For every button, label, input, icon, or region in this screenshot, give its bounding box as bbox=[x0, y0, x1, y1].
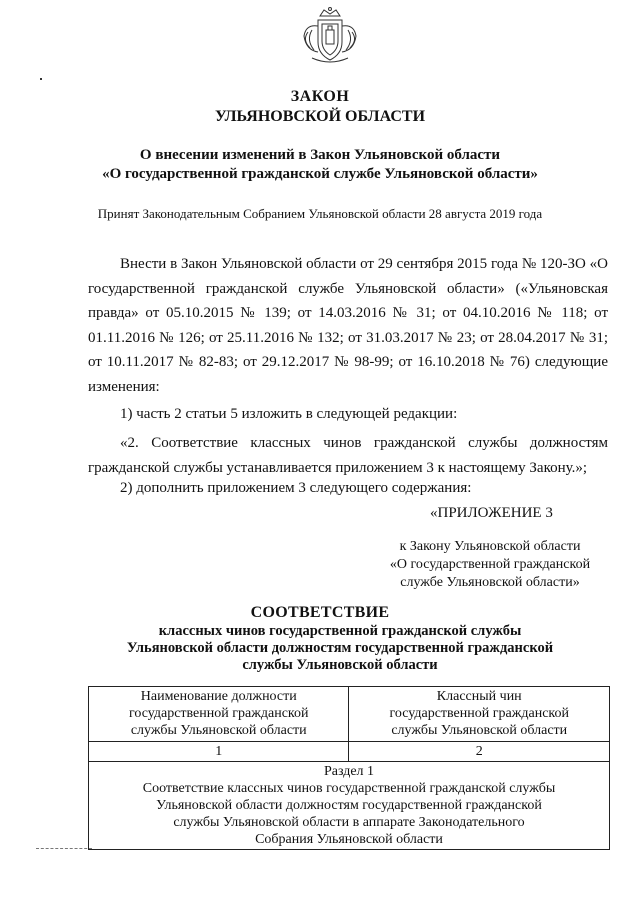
intro-paragraph: Внести в Закон Ульяновской области от 29 сентября 2015 года № 120-ЗО «О государственной гражданской службе Ульяновской области» («Ульяновская правда» от 05.10.2015 № 139; от 14.03.2016 № 31; от 04.10.2016 № 118; от 01.11.2016 № 126; от 25.11.2016 № 132; от 31.03.2017 № 23; от 28.04.2017 № 31; от 10.11.2017 № 82-83; от 29.12.2017 № 98-99; от 16.10.2018 № 76) следующие изменения: bbox=[88, 256, 608, 395]
scan-speck bbox=[40, 78, 42, 80]
section-text: Собрания Ульяновской области bbox=[255, 832, 443, 847]
appendix-desc-line: службы Ульяновской области bbox=[242, 657, 438, 673]
item-2: 2) дополнить приложением 3 следующего содержания: bbox=[120, 480, 472, 496]
header-text: Наименование должности bbox=[140, 689, 297, 704]
header-text: Классный чин bbox=[436, 689, 522, 704]
coat-of-arms-icon bbox=[298, 6, 362, 66]
law-region: УЛЬЯНОВСКОЙ ОБЛАСТИ bbox=[214, 108, 426, 125]
column-number: 2 bbox=[349, 742, 610, 762]
appendix-desc-line: Ульяновской области должностям государственной гражданской bbox=[126, 640, 554, 656]
section-cell bbox=[89, 762, 610, 850]
law-subtitle-line1: О внесении изменений в Закон Ульяновской области bbox=[139, 147, 501, 163]
table-number-row bbox=[89, 742, 610, 762]
law-subtitle-line2: «О государственной гражданской службе Ульяновской области» bbox=[102, 166, 538, 182]
header-text: службы Ульяновской области bbox=[391, 723, 568, 738]
scan-mark bbox=[36, 848, 92, 850]
section-text: службы Ульяновской области в аппарате Законодательного bbox=[173, 815, 525, 830]
section-title: Раздел 1 bbox=[323, 764, 375, 779]
item-1-text: «2. Соответствие классных чинов гражданской службы должностям гражданской службы устанавливается приложением 3 к настоящему Закону.»; bbox=[88, 435, 608, 476]
header-cell-position bbox=[89, 687, 349, 742]
header-cell-rank bbox=[349, 687, 610, 742]
section-text: Ульяновской области должностям государственной гражданской bbox=[156, 798, 542, 813]
header-text: государственной гражданской bbox=[389, 706, 570, 721]
appendix-reference bbox=[370, 538, 610, 592]
appendix-ref-line: службе Ульяновской области» bbox=[400, 575, 580, 590]
law-title: ЗАКОН bbox=[290, 88, 350, 105]
appendix-heading: «ПРИЛОЖЕНИЕ 3 bbox=[430, 505, 553, 521]
header-text: службы Ульяновской области bbox=[130, 723, 307, 738]
column-number: 1 bbox=[89, 742, 349, 762]
adoption-note: Принят Законодательным Собранием Ульяновской области 28 августа 2019 года bbox=[97, 206, 543, 221]
table-header-row bbox=[89, 687, 610, 742]
appendix-description bbox=[100, 623, 580, 674]
correspondence-table bbox=[88, 686, 610, 850]
appendix-ref-line: к Закону Ульяновской области bbox=[399, 539, 581, 554]
appendix-title: СООТВЕТСТВИЕ bbox=[250, 604, 390, 621]
section-text: Соответствие классных чинов государственной гражданской службы bbox=[142, 781, 556, 796]
appendix-ref-line: «О государственной гражданской bbox=[389, 557, 591, 572]
item-1: 1) часть 2 статьи 5 изложить в следующей редакции: bbox=[120, 406, 458, 422]
appendix-desc-line: классных чинов государственной гражданской службы bbox=[158, 623, 522, 639]
table-section-row bbox=[89, 762, 610, 850]
header-text: государственной гражданской bbox=[128, 706, 309, 721]
